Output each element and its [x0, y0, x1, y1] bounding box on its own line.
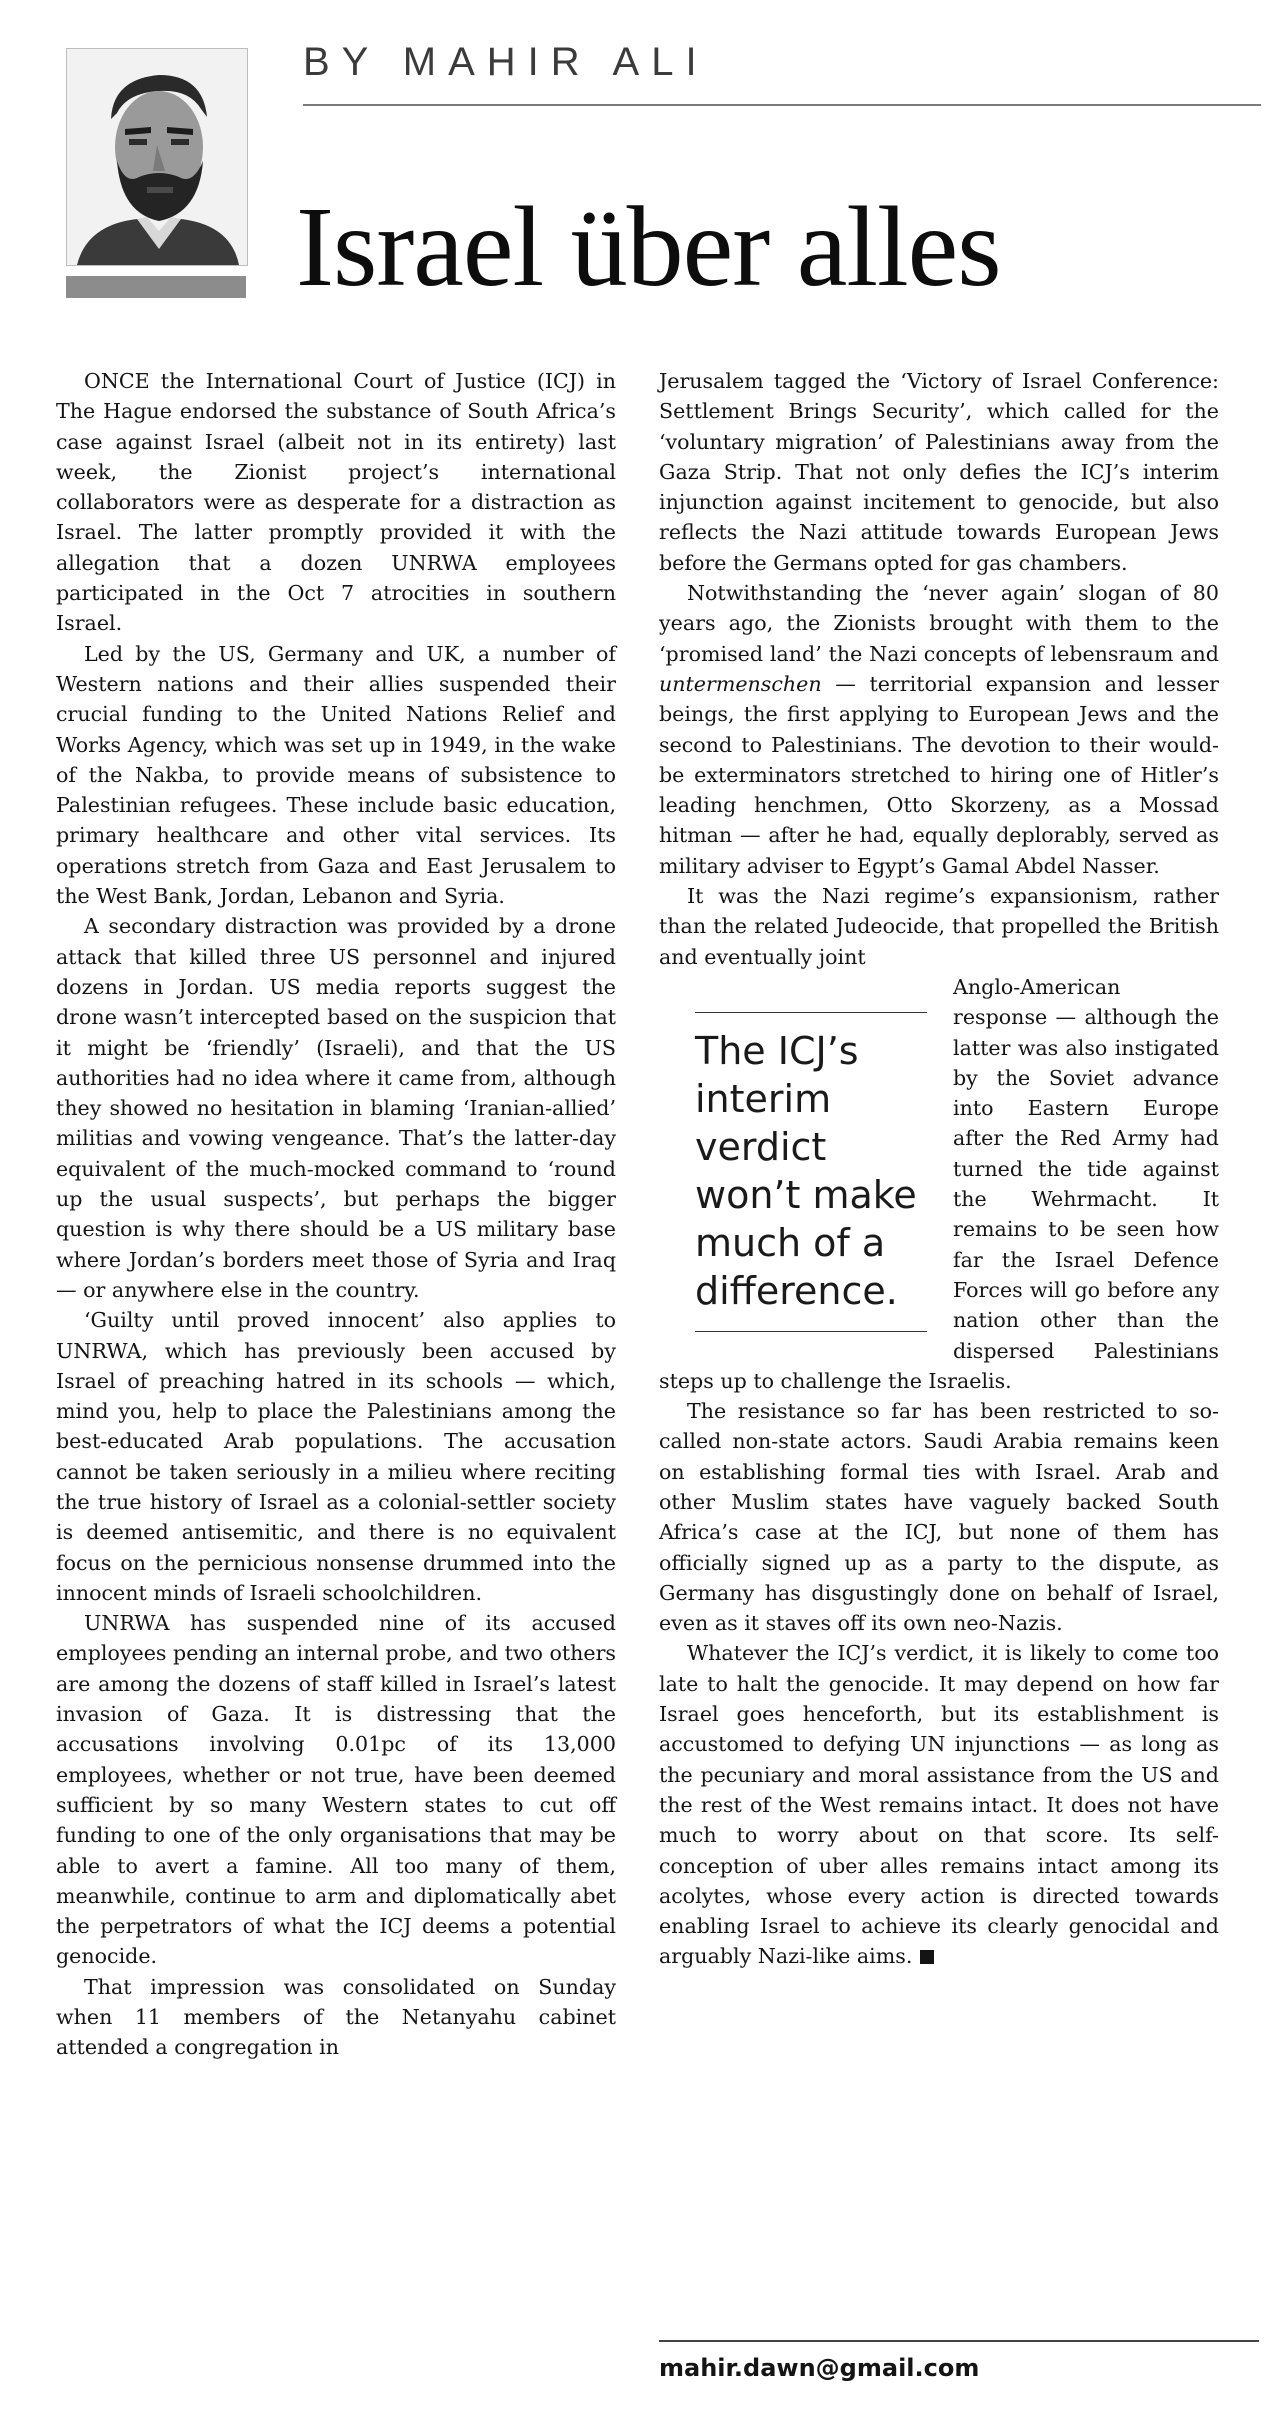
pull-quote-text: The ICJ’s interim verdict won’t make much of a difference. — [695, 1028, 917, 1313]
author-email[interactable]: mahir.dawn@gmail.com — [659, 2354, 980, 2382]
author-portrait-icon — [67, 49, 247, 265]
byline: BY MAHIR ALI — [303, 40, 709, 84]
paragraph: The resistance so far has been restricted to so-called non-state actors. Saudi Arabia remains keen on establishing formal ties with Israel. Arab and other Muslim states have vaguely backed South Africa’s case at the ICJ, but none of them has officially signed up as a party to the dispute, as Germany has disgustingly done on behalf of Israel, even as it staves off its own neo-Nazis. — [659, 1399, 1219, 1636]
pull-quote-rule-bottom — [695, 1331, 927, 1332]
portrait-accent-bar — [66, 276, 246, 298]
paragraph: Jerusalem tagged the ‘Victory of Israel Conference: Settlement Brings Security’, which called for the ‘voluntary migration’ of Palestinians away from the Gaza Strip. That not only defies the ICJ’s interim injunction against incitement to genocide, but also reflects the Nazi attitude towards European Jews before the Germans opted for gas chambers. — [659, 369, 1219, 575]
paragraph: UNRWA has suspended nine of its accused employees pending an internal probe, and two others are among the dozens of staff killed in Israel’s latest invasion of Gaza. It is distressing that the accusations involving 0.01pc of its 13,000 employees, whether or not true, have been deemed sufficient by so many Western states to cut off funding to one of the only organisations that may be able to avert a famine. All too many of them, meanwhile, continue to arm and diplomatically abet the perpetrators of what the ICJ deems a potential genocide. — [56, 1611, 616, 1969]
headline: Israel über alles — [296, 183, 1001, 310]
author-portrait — [66, 48, 248, 266]
paragraph: It was the Nazi regime’s expansionism, rather than the related Judeocide, that propelled the British and eventually joint — [659, 884, 1219, 969]
paragraph: A secondary distraction was provided by a drone attack that killed three US personnel and injured dozens in Jordan. US media reports suggest the drone wasn’t intercepted based on the suspicion that it might be ‘friendly’ (Israeli), and that the US authorities had no idea where it came from, although they showed no hesitation in blaming ‘Iranian-allied’ militias and vowing vengeance. That’s the latter-day equivalent of the much-mocked command to ‘round up the usual suspects’, but perhaps the bigger question is why there should be a US military base where Jordan’s borders meet those of Syria and Iraq — or anywhere else in the country. — [56, 914, 616, 1302]
paragraph-text: Whatever the ICJ’s verdict, it is likely to come too late to halt the genocide. It may depend on how far Israel goes henceforth, but its establishment is accustomed to defying UN injunctions — as long as the pecuniary and moral assistance from the US and the rest of the West remains intact. It does not have much to worry about on that score. Its self-conception of uber alles remains intact among its acolytes, whose every action is directed towards enabling Israel to achieve its clearly genocidal and arguably Nazi-like aims. — [659, 1641, 1219, 1969]
pull-quote — [695, 1012, 927, 1332]
email-rule — [659, 2340, 1259, 2342]
article-column-left — [56, 366, 616, 2063]
paragraph — [659, 1638, 1219, 1971]
paragraph: Anglo-American response — although the latter was also instigated by the Soviet advance into Eastern Europe after the Red Army had turned the tide against the Wehrmacht. It remains to be seen how far the Israel Defence Forces will go before any nation other than the dispersed Palestinians steps up to challenge the Israelis. — [659, 974, 1219, 1393]
byline-rule — [303, 104, 1261, 106]
italic-term: untermenschen — [659, 671, 822, 696]
paragraph — [659, 578, 1219, 881]
article-column-right — [659, 366, 1219, 1972]
paragraph: ‘Guilty until proved innocent’ also applies to UNRWA, which has previously been accused by Israel of preaching hatred in its schools — which, mind you, help to place the Palestinians among the best-educated Arab populations. The accusation cannot be taken seriously in a milieu where reciting the true history of Israel as a colonial-settler society is deemed antisemitic, and there is no equivalent focus on the pernicious nonsense drummed into the innocent minds of Israeli schoolchildren. — [56, 1308, 616, 1605]
end-mark-icon — [920, 1950, 934, 1964]
paragraph: That impression was consolidated on Sunday when 11 members of the Netanyahu cabinet attended a congregation in — [56, 1974, 616, 2060]
paragraph: ONCE the International Court of Justice (ICJ) in The Hague endorsed the substance of South Africa’s case against Israel (albeit not in its entirety) last week, the Zionist project’s international collaborators were as desperate for a distraction as Israel. The latter promptly provided it with the allegation that a dozen UNRWA employees participated in the Oct 7 atrocities in southern Israel. — [56, 369, 616, 636]
paragraph: Led by the US, Germany and UK, a number of Western nations and their allies suspended their crucial funding to the United Nations Relief and Works Agency, which was set up in 1949, in the wake of the Nakba, to provide means of subsistence to Palestinian refugees. These include basic education, primary healthcare and other vital services. Its operations stretch from Gaza and East Jerusalem to the West Bank, Jordan, Lebanon and Syria. — [56, 641, 616, 909]
paragraph-text: — territorial expansion and lesser beings, the first applying to European Jews and the second to Palestinians. The devotion to their would-be exterminators stretched to hiring one of Hitler’s leading henchmen, Otto Skorzeny, as a Mossad hitman — after he had, equally deplorably, served as military adviser to Egypt’s Gamal Abdel Nasser. — [659, 671, 1219, 878]
article-header — [0, 0, 1286, 330]
paragraph-text: Notwithstanding the ‘never again’ slogan of 80 years ago, the Zionists brought with them to the ‘promised land’ the Nazi concepts of lebensraum and — [659, 581, 1219, 666]
